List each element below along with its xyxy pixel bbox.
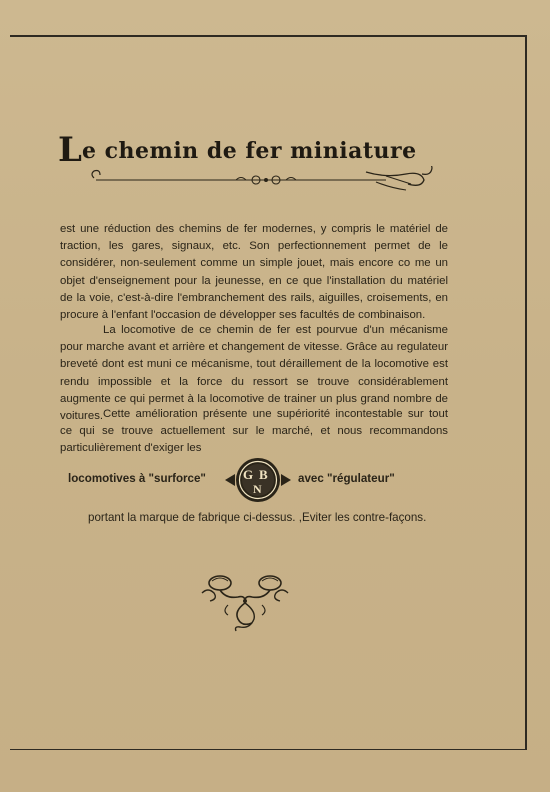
gbn-trademark-logo — [223, 455, 293, 505]
logo-letter-g: G — [243, 467, 254, 482]
paragraph-introduction: est une réduction des chemins de fer modernes, y compris le matériel de traction, les gares, signaux, etc. Son perfectionnement permet de le considérer, non-seulement comme un simple jouet, mais encore co me un objet d'enseignement pour la jeunesse, en ce que l'installation du matériel de la voie, c'est-à-dire l'embranchement des rails, aiguilles, croisements, en procure à l'enfant l'occasion de développer ses facultés de combinaison. — [60, 223, 448, 322]
logo-letter-b: B — [259, 467, 268, 482]
regulateur-label: avec "régulateur" — [298, 472, 395, 485]
trademark-notice: portant la marque de fabrique ci-dessus. ,Eviter les contre-façons. — [88, 511, 427, 524]
locomotives-surforce-label: locomotives à "surforce" — [68, 472, 206, 485]
logo-letter-n: N — [253, 482, 262, 496]
paragraph-locomotive: La locomotive de ce chemin de fer est pourvue d'un mécanisme pour marche avant et arrière et changement de vitesse. Grâce au regulateur breveté dont est muni ce mécanisme, tout déraillement de la locomotive est rendu impossible et la force du ressort se trouve considérablement augmente ce qui permet à la locomotive de trainer un plus grand nombre de voitures. — [60, 324, 448, 423]
heading-initial: L — [58, 130, 82, 170]
heading-text: e chemin de fer miniature — [82, 138, 417, 164]
paragraph-recommendation: Cette amélioration présente une supériorité incontestable sur tout ce qui se trouve actuellement sur le marché, et nous recommandons particulièrement d'exiger les — [60, 408, 448, 455]
heading-flourish-icon — [86, 166, 436, 196]
heading — [58, 128, 438, 198]
product-callout — [60, 455, 460, 505]
floral-ornament-icon — [198, 571, 294, 633]
